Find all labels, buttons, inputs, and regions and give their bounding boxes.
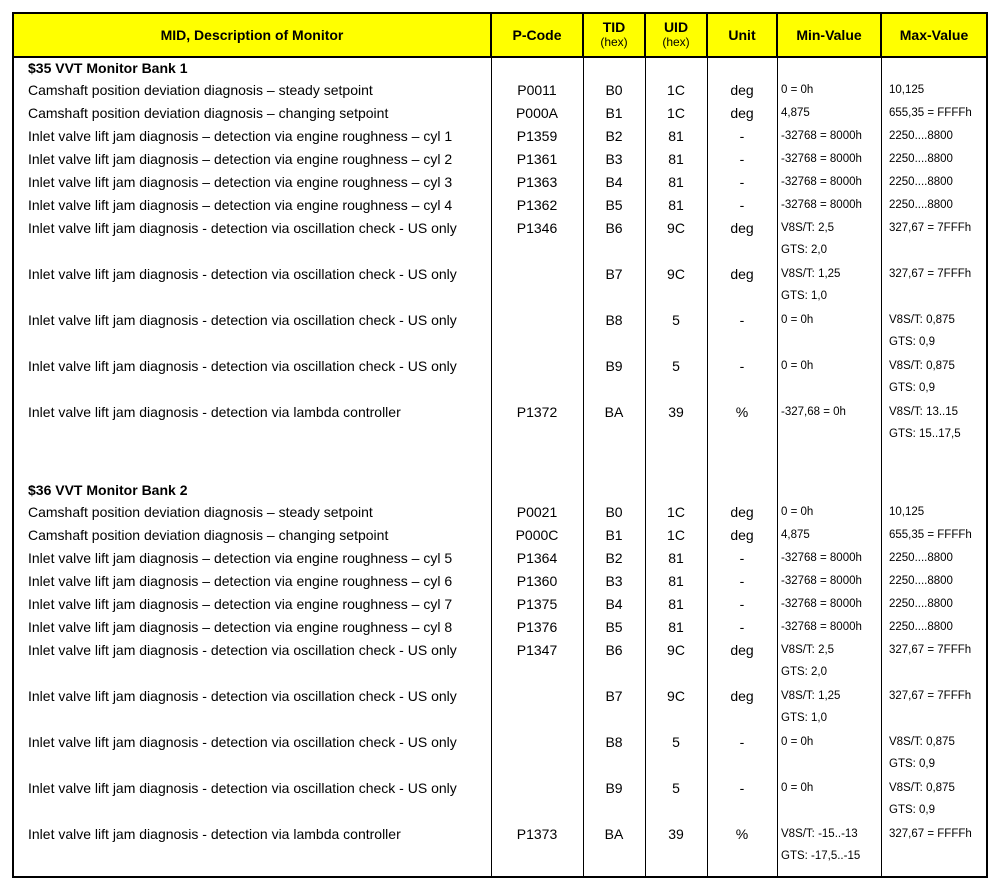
cell-desc: Inlet valve lift jam diagnosis – detection via engine roughness – cyl 5 — [28, 550, 453, 566]
cell-tid: B2 — [605, 550, 623, 566]
header-tid-label: TID — [602, 19, 626, 35]
cell-desc: Camshaft position deviation diagnosis – steady setpoint — [28, 504, 373, 520]
cell-tid: B1 — [605, 105, 623, 121]
cell-uid: 81 — [668, 619, 684, 635]
cell-max: 2250....8800 — [889, 176, 953, 188]
cell-min: V8S/T: 1,25 — [781, 690, 841, 702]
cell-min: V8S/T: -15..-13 — [781, 828, 858, 840]
cell-desc: Camshaft position deviation diagnosis – changing setpoint — [28, 105, 389, 121]
table-row — [14, 310, 986, 356]
cell-unit: - — [739, 619, 745, 635]
cell-min: -32768 = 8000h — [781, 621, 862, 633]
cell-pcode: P1361 — [516, 151, 558, 167]
cell-min: -32768 = 8000h — [781, 552, 862, 564]
cell-tid: B9 — [605, 358, 623, 374]
cell-min-line2: GTS: 2,0 — [781, 666, 828, 678]
cell-uid: 81 — [668, 550, 684, 566]
cell-desc: Inlet valve lift jam diagnosis – detection via engine roughness – cyl 4 — [28, 197, 453, 213]
cell-desc: Inlet valve lift jam diagnosis - detection via lambda controller — [28, 404, 401, 420]
cell-max: 2250....8800 — [889, 598, 953, 610]
cell-max: 10,125 — [889, 84, 925, 96]
cell-uid: 5 — [672, 780, 680, 796]
cell-max: 2250....8800 — [889, 130, 953, 142]
cell-unit: % — [735, 404, 749, 420]
table-row — [14, 686, 986, 732]
cell-unit: deg — [730, 688, 754, 704]
header-min-label: Min-Value — [796, 26, 862, 43]
cell-uid: 5 — [672, 312, 680, 328]
cell-max: 327,67 = 7FFFh — [889, 690, 972, 702]
cell-pcode: P1362 — [516, 197, 558, 213]
cell-min: -32768 = 8000h — [781, 153, 862, 165]
table-row — [14, 356, 986, 402]
cell-pcode: P1360 — [516, 573, 558, 589]
cell-min: -32768 = 8000h — [781, 598, 862, 610]
cell-max: V8S/T: 0,875 — [889, 736, 955, 748]
cell-desc: Camshaft position deviation diagnosis – steady setpoint — [28, 82, 373, 98]
cell-max: V8S/T: 0,875 — [889, 782, 955, 794]
cell-unit: deg — [730, 527, 754, 543]
cell-uid: 1C — [667, 105, 685, 121]
header-pcode — [492, 14, 584, 56]
cell-max-line2: GTS: 0,9 — [889, 382, 936, 394]
cell-desc: Inlet valve lift jam diagnosis – detection via engine roughness – cyl 2 — [28, 151, 453, 167]
cell-unit: - — [739, 734, 745, 750]
cell-unit: - — [739, 151, 745, 167]
cell-tid: B7 — [605, 688, 623, 704]
cell-min-line2: GTS: 1,0 — [781, 290, 828, 302]
cell-max: 327,67 = FFFFh — [889, 828, 972, 840]
cell-min: -32768 = 8000h — [781, 575, 862, 587]
cell-unit: - — [739, 174, 745, 190]
cell-tid: B0 — [605, 82, 623, 98]
cell-uid: 81 — [668, 596, 684, 612]
cell-min-line2: GTS: 2,0 — [781, 244, 828, 256]
cell-tid: B4 — [605, 596, 623, 612]
cell-tid: B1 — [605, 527, 623, 543]
header-unit-label: Unit — [728, 26, 756, 43]
cell-tid: B5 — [605, 619, 623, 635]
cell-tid: B6 — [605, 220, 623, 236]
cell-uid: 9C — [667, 220, 685, 236]
cell-max: V8S/T: 13..15 — [889, 406, 959, 418]
cell-max: 2250....8800 — [889, 575, 953, 587]
cell-max: 655,35 = FFFFh — [889, 529, 972, 541]
cell-max: 2250....8800 — [889, 153, 953, 165]
section-title-row — [14, 480, 986, 502]
cell-pcode: P1363 — [516, 174, 558, 190]
table-row — [14, 571, 986, 594]
table-row — [14, 80, 986, 103]
cell-desc: Inlet valve lift jam diagnosis - detection via oscillation check - US only — [28, 642, 457, 658]
cell-uid: 81 — [668, 197, 684, 213]
cell-desc: Inlet valve lift jam diagnosis – detection via engine roughness – cyl 7 — [28, 596, 453, 612]
header-max-label: Max-Value — [899, 26, 969, 43]
cell-uid: 1C — [667, 527, 685, 543]
cell-max: 2250....8800 — [889, 552, 953, 564]
table-row — [14, 218, 986, 264]
cell-max: 327,67 = 7FFFh — [889, 644, 972, 656]
cell-desc: Camshaft position deviation diagnosis – changing setpoint — [28, 527, 389, 543]
cell-min: -32768 = 8000h — [781, 176, 862, 188]
cell-desc: Inlet valve lift jam diagnosis - detection via oscillation check - US only — [28, 220, 457, 236]
cell-uid: 81 — [668, 128, 684, 144]
cell-max: 327,67 = 7FFFh — [889, 222, 972, 234]
cell-tid: B2 — [605, 128, 623, 144]
cell-pcode: P1347 — [516, 642, 558, 658]
cell-pcode: P1364 — [516, 550, 558, 566]
table-row — [14, 617, 986, 640]
cell-max: V8S/T: 0,875 — [889, 360, 955, 372]
cell-min: -32768 = 8000h — [781, 130, 862, 142]
header-mid — [14, 14, 492, 56]
header-mid-label: MID, Description of Monitor — [160, 26, 344, 43]
cell-min: 0 = 0h — [781, 360, 814, 372]
cell-unit: deg — [730, 220, 754, 236]
cell-max: 2250....8800 — [889, 621, 953, 633]
cell-desc: Inlet valve lift jam diagnosis – detection via engine roughness – cyl 8 — [28, 619, 453, 635]
table-row — [14, 126, 986, 149]
cell-uid: 5 — [672, 358, 680, 374]
header-tid — [584, 14, 646, 56]
cell-uid: 1C — [667, 504, 685, 520]
table-row — [14, 525, 986, 548]
cell-pcode: P1375 — [516, 596, 558, 612]
table-body — [14, 58, 986, 870]
cell-unit: - — [739, 358, 745, 374]
cell-tid: B8 — [605, 312, 623, 328]
cell-uid: 1C — [667, 82, 685, 98]
table-row — [14, 778, 986, 824]
header-max — [882, 14, 986, 56]
table-row — [14, 732, 986, 778]
cell-tid: B4 — [605, 174, 623, 190]
cell-desc: Inlet valve lift jam diagnosis - detection via oscillation check - US only — [28, 358, 457, 374]
cell-uid: 81 — [668, 151, 684, 167]
cell-desc: Inlet valve lift jam diagnosis – detection via engine roughness – cyl 6 — [28, 573, 453, 589]
cell-min: V8S/T: 1,25 — [781, 268, 841, 280]
cell-unit: deg — [730, 82, 754, 98]
table-row — [14, 824, 986, 870]
table-row — [14, 548, 986, 571]
cell-max: V8S/T: 0,875 — [889, 314, 955, 326]
cell-pcode: P000C — [515, 527, 559, 543]
cell-max: 2250....8800 — [889, 199, 953, 211]
cell-max: 655,35 = FFFFh — [889, 107, 972, 119]
cell-tid: B9 — [605, 780, 623, 796]
header-pcode-label: P-Code — [512, 26, 562, 43]
cell-tid: B3 — [605, 151, 623, 167]
cell-min: 4,875 — [781, 529, 810, 541]
header-tid-sub: (hex) — [600, 35, 628, 49]
cell-uid: 9C — [667, 266, 685, 282]
cell-tid: B0 — [605, 504, 623, 520]
cell-unit: deg — [730, 105, 754, 121]
cell-min: 0 = 0h — [781, 782, 814, 794]
cell-uid: 9C — [667, 642, 685, 658]
cell-min: V8S/T: 2,5 — [781, 222, 835, 234]
header-unit — [708, 14, 778, 56]
table-row — [14, 640, 986, 686]
cell-max-line2: GTS: 0,9 — [889, 336, 936, 348]
cell-min: -32768 = 8000h — [781, 199, 862, 211]
cell-pcode: P1372 — [516, 404, 558, 420]
cell-min: 0 = 0h — [781, 736, 814, 748]
cell-pcode: P1373 — [516, 826, 558, 842]
cell-unit: - — [739, 573, 745, 589]
cell-min: 0 = 0h — [781, 314, 814, 326]
cell-pcode: P0021 — [516, 504, 558, 520]
cell-pcode: P1346 — [516, 220, 558, 236]
header-min — [778, 14, 882, 56]
table-row — [14, 149, 986, 172]
cell-min: 0 = 0h — [781, 506, 814, 518]
cell-desc: Inlet valve lift jam diagnosis – detection via engine roughness – cyl 3 — [28, 174, 453, 190]
cell-tid: B7 — [605, 266, 623, 282]
cell-unit: - — [739, 596, 745, 612]
cell-min-line2: GTS: 1,0 — [781, 712, 828, 724]
cell-uid: 81 — [668, 174, 684, 190]
table-row — [14, 195, 986, 218]
cell-unit: - — [739, 197, 745, 213]
cell-uid: 81 — [668, 573, 684, 589]
cell-min: 0 = 0h — [781, 84, 814, 96]
cell-pcode: P000A — [515, 105, 559, 121]
cell-unit: - — [739, 550, 745, 566]
cell-desc: Inlet valve lift jam diagnosis - detection via oscillation check - US only — [28, 266, 457, 282]
cell-tid: B6 — [605, 642, 623, 658]
cell-unit: deg — [730, 266, 754, 282]
cell-desc: Inlet valve lift jam diagnosis - detection via oscillation check - US only — [28, 688, 457, 704]
cell-desc: Inlet valve lift jam diagnosis – detection via engine roughness – cyl 1 — [28, 128, 453, 144]
cell-unit: - — [739, 128, 745, 144]
cell-max-line2: GTS: 0,9 — [889, 804, 936, 816]
section-title-row — [14, 58, 986, 80]
cell-pcode: P1359 — [516, 128, 558, 144]
cell-desc: Inlet valve lift jam diagnosis - detection via oscillation check - US only — [28, 780, 457, 796]
cell-min: 4,875 — [781, 107, 810, 119]
cell-pcode: P0011 — [517, 82, 557, 98]
cell-max-line2: GTS: 0,9 — [889, 758, 936, 770]
cell-tid: BA — [604, 404, 624, 420]
cell-unit: - — [739, 312, 745, 328]
cell-desc: Inlet valve lift jam diagnosis - detection via oscillation check - US only — [28, 734, 457, 750]
cell-pcode: P1376 — [516, 619, 558, 635]
cell-tid: B8 — [605, 734, 623, 750]
table-row — [14, 172, 986, 195]
header-uid-label: UID — [663, 19, 689, 35]
cell-uid: 9C — [667, 688, 685, 704]
cell-uid: 5 — [672, 734, 680, 750]
cell-max: 10,125 — [889, 506, 925, 518]
table-row — [14, 402, 986, 460]
table-header — [14, 14, 986, 58]
monitor-table — [12, 12, 988, 878]
cell-uid: 39 — [668, 826, 684, 842]
cell-max-line2: GTS: 15..17,5 — [889, 428, 961, 440]
cell-unit: % — [735, 826, 749, 842]
cell-unit: deg — [730, 642, 754, 658]
cell-tid: B5 — [605, 197, 623, 213]
table-row — [14, 264, 986, 310]
table-row — [14, 502, 986, 525]
cell-unit: - — [739, 780, 745, 796]
section-title: $36 VVT Monitor Bank 2 — [28, 482, 188, 498]
cell-uid: 39 — [668, 404, 684, 420]
section-spacer — [14, 460, 986, 480]
cell-unit: deg — [730, 504, 754, 520]
cell-desc: Inlet valve lift jam diagnosis - detection via lambda controller — [28, 826, 401, 842]
cell-tid: BA — [604, 826, 624, 842]
section-title: $35 VVT Monitor Bank 1 — [28, 60, 188, 76]
cell-max: 327,67 = 7FFFh — [889, 268, 972, 280]
cell-desc: Inlet valve lift jam diagnosis - detection via oscillation check - US only — [28, 312, 457, 328]
cell-min: V8S/T: 2,5 — [781, 644, 835, 656]
header-uid — [646, 14, 708, 56]
cell-min-line2: GTS: -17,5..-15 — [781, 850, 861, 862]
table-row — [14, 594, 986, 617]
table-row — [14, 103, 986, 126]
cell-min: -327,68 = 0h — [781, 406, 846, 418]
cell-tid: B3 — [605, 573, 623, 589]
header-uid-sub: (hex) — [662, 35, 690, 49]
